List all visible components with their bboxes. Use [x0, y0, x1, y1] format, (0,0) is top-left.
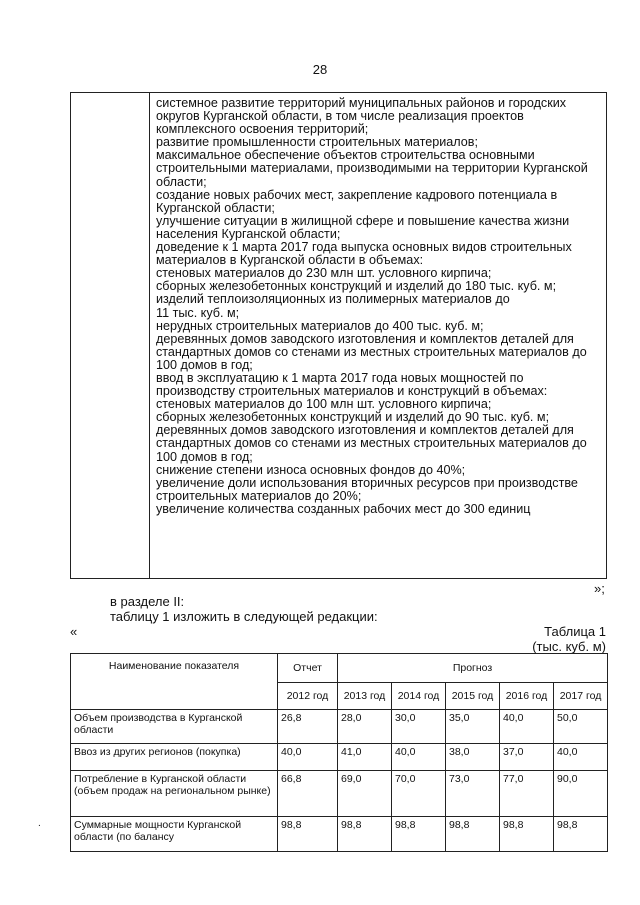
goal-line: производству строительных материалов и конструкций в объемах:	[156, 384, 548, 399]
goal-line: увеличение доли использования вторичных ресурсов при производстве	[156, 475, 578, 490]
goals-table	[70, 92, 607, 579]
table-instruction: таблицу 1 изложить в следующей редакции:	[110, 609, 378, 624]
year-header: 2017 год	[554, 683, 608, 710]
goal-line: 100 домов в год;	[156, 357, 253, 372]
table-cell: 98,8	[392, 817, 446, 852]
table-cell: 40,0	[554, 744, 608, 771]
table-cell: 41,0	[338, 744, 392, 771]
table-cell: 98,8	[446, 817, 500, 852]
row-label: Объем производства в Курганской области	[71, 710, 278, 744]
goal-line: деревянных домов заводского изготовления и комплектов деталей для	[156, 331, 574, 346]
goal-line: 100 домов в год;	[156, 449, 253, 464]
report-header: Отчет	[278, 654, 338, 683]
table-cell: 40,0	[392, 744, 446, 771]
goal-line: создание новых рабочих мест, закрепление кадрового потенциала в	[156, 187, 558, 202]
table-row	[71, 744, 608, 771]
table-cell: 98,8	[554, 817, 608, 852]
table-cell: 77,0	[500, 771, 554, 817]
page-number: 28	[312, 62, 328, 77]
table-cell: 66,8	[278, 771, 338, 817]
table-cell: 70,0	[392, 771, 446, 817]
year-header: 2016 год	[500, 683, 554, 710]
table-cell: 35,0	[446, 710, 500, 744]
table-row	[71, 817, 608, 852]
table-row	[71, 710, 608, 744]
goal-line: округов Курганской области, в том числе реализация проектов	[156, 109, 524, 124]
row-label: Ввоз из других регионов (покупка)	[71, 744, 278, 771]
row-label: Потребление в Курганской области (объем продаж на региональном рынке)	[71, 771, 278, 817]
goal-line: снижение степени износа основных фондов до 40%;	[156, 462, 466, 477]
goal-line: стеновых материалов до 100 млн шт. условного кирпича;	[156, 397, 492, 412]
table-cell: 73,0	[446, 771, 500, 817]
goal-line: развитие промышленности строительных материалов;	[156, 135, 478, 150]
goal-line: строительных материалов до 20%;	[156, 488, 362, 503]
goal-line: системное развитие территорий муниципальных районов и городских	[156, 96, 567, 110]
table-caption	[532, 624, 606, 654]
table-cell: 40,0	[278, 744, 338, 771]
opening-quote: «	[70, 624, 78, 639]
table-cell: 50,0	[554, 710, 608, 744]
table-cell: 37,0	[500, 744, 554, 771]
section-reference: в разделе II:	[110, 594, 185, 609]
goal-line: населения Курганской области;	[156, 226, 341, 241]
year-header: 2013 год	[338, 683, 392, 710]
table-caption-units: (тыс. куб. м)	[532, 639, 606, 654]
goal-line: стандартных домов со стенами из местных строительных материалов до	[156, 436, 587, 451]
goal-line: ввод в эксплуатацию к 1 марта 2017 года новых мощностей по	[156, 370, 524, 385]
goal-line: сборных железобетонных конструкций и изделий до 90 тыс. куб. м;	[156, 410, 550, 425]
closing-quote: »;	[594, 581, 605, 596]
goal-line: изделий теплоизоляционных из полимерных материалов до	[156, 292, 510, 307]
goal-line: деревянных домов заводского изготовления и комплектов деталей для	[156, 423, 574, 438]
year-header: 2015 год	[446, 683, 500, 710]
row-label: Суммарные мощности Курганской области (по балансу	[71, 817, 278, 852]
table-row	[71, 771, 608, 817]
goal-line: сборных железобетонных конструкций и изделий до 180 тыс. куб. м;	[156, 279, 557, 294]
table-caption-title: Таблица 1	[544, 624, 606, 639]
table-cell: 28,0	[338, 710, 392, 744]
table-cell: 69,0	[338, 771, 392, 817]
goal-line: строительными материалами, производимыми на территории Курганской	[156, 161, 588, 176]
year-header: 2014 год	[392, 683, 446, 710]
goals-left-column	[71, 93, 150, 578]
goal-line: стеновых материалов до 230 млн шт. условного кирпича;	[156, 266, 492, 281]
goals-text-column	[150, 93, 606, 578]
goal-line: 11 тыс. куб. м;	[156, 305, 240, 320]
goal-line: нерудных строительных материалов до 400 тыс. куб. м;	[156, 318, 484, 333]
forecast-header: Прогноз	[338, 654, 608, 683]
goal-line: стандартных домов со стенами из местных строительных материалов до	[156, 344, 587, 359]
goal-line: комплексного освоения территорий;	[156, 122, 369, 137]
table-cell: 90,0	[554, 771, 608, 817]
indicator-header: Наименование показателя	[71, 654, 278, 710]
goal-line: материалов в Курганской области в объемах:	[156, 253, 424, 268]
goal-line: максимальное обеспечение объектов строительства основными	[156, 148, 535, 163]
table-cell: 98,8	[278, 817, 338, 852]
table-cell: 98,8	[500, 817, 554, 852]
margin-mark: .	[38, 818, 41, 829]
table-cell: 40,0	[500, 710, 554, 744]
year-header: 2012 год	[278, 683, 338, 710]
goal-line: области;	[156, 174, 207, 189]
table-cell: 30,0	[392, 710, 446, 744]
table-cell: 98,8	[338, 817, 392, 852]
table-cell: 38,0	[446, 744, 500, 771]
goal-line: доведение к 1 марта 2017 года выпуска основных видов строительных	[156, 240, 572, 255]
goal-line: улучшение ситуации в жилищной сфере и повышение качества жизни	[156, 213, 570, 228]
goal-line: Курганской области;	[156, 200, 275, 215]
data-table	[70, 653, 608, 852]
goal-line: увеличение количества созданных рабочих мест до 300 единиц	[156, 501, 531, 516]
table-cell: 26,8	[278, 710, 338, 744]
